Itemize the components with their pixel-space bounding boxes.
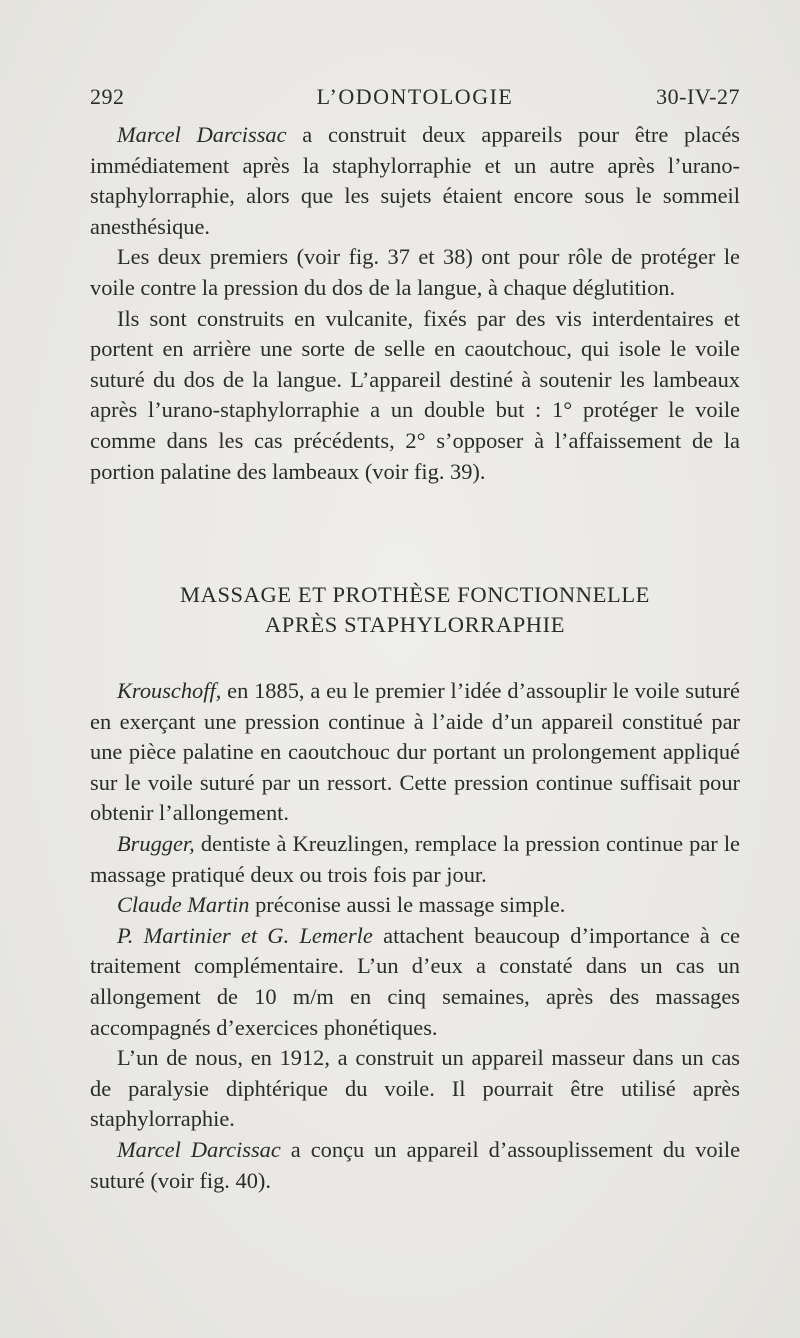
author-name: Marcel Darcissac	[117, 1136, 281, 1162]
paragraph	[90, 829, 740, 890]
paragraph-text: préconise aussi le massage simple.	[249, 892, 566, 918]
paragraph	[90, 1135, 740, 1196]
paragraph	[90, 120, 740, 242]
body-text-top	[90, 120, 740, 487]
section-heading-line-1: MASSAGE ET PROTHÈSE FONCTIONNELLE	[179, 582, 651, 607]
paragraph-text: Les deux premiers (voir fig. 37 et 38) ont pour rôle de protéger le voile contre la pression du dos de la langue, à chaque déglutition.	[90, 244, 740, 300]
paragraph	[90, 676, 740, 829]
paragraph-text: dentiste à Kreuzlingen, remplace la pression continue par le massage pratiqué deux ou trois fois par jour.	[90, 830, 740, 887]
paragraph-text: a conçu un appareil d’assouplissement du voile suturé (voir fig. 40).	[90, 1136, 741, 1193]
paragraph-text: L’un de nous, en 1912, a construit un appareil masseur dans un cas de paralysie diphtérique du voile. Il pourrait être utilisé après staphylorraphie.	[90, 1045, 740, 1132]
paragraph-text: attachent beaucoup d’importance à ce traitement complémentaire. L’un d’eux a constaté dans un cas un allongement de 10 m/m en cinq semaines, après des massages accompagnés d’exercices phonétiques.	[90, 922, 741, 1040]
paragraph	[90, 242, 740, 303]
paragraph-text: en 1885, a eu le premier l’idée d’assouplir le voile suturé en exerçant une pression continue à l’aide d’un appareil constitué par une pièce palatine en caoutchouc dur portant un prolongement appliqué sur le voile suturé par un ressort. Cette pression continue suffisait pour obtenir l’allongement.	[90, 678, 740, 826]
author-name: Marcel Darcissac	[117, 122, 287, 147]
paragraph	[90, 1043, 740, 1135]
author-name: Krouschoff,	[117, 678, 222, 703]
running-header	[90, 84, 740, 116]
body-text-bottom	[90, 676, 740, 1196]
section-heading	[90, 580, 740, 640]
paragraph	[90, 890, 740, 921]
section-heading-line-2: APRÈS STAPHYLORRAPHIE	[264, 612, 566, 637]
author-name: Brugger,	[117, 830, 195, 856]
paragraph-text: a construit deux appareils pour être placés immédiatement après la staphylorraphie et un autre après l’urano-staphylorraphie, alors que les sujets étaient encore sous le sommeil anesthésique.	[90, 122, 740, 239]
author-name: Claude Martin	[117, 892, 250, 918]
journal-title: L’ODONTOLOGIE	[316, 84, 514, 109]
paragraph-text: Ils sont construits en vulcanite, fixés par des vis interdentaires et portent en arrière une sorte de selle en caoutchouc, qui isole le voile suturé du dos de la langue. L’appareil destiné à soutenir les lambeaux après l’urano-staphylorraphie a un double but : 1° protéger le voile comme dans les cas précédents, 2° s’opposer à l’affaissement de la portion palatine des lambeaux (voir fig. 39).	[90, 305, 740, 484]
issue-date: 30-IV-27	[656, 84, 740, 109]
page-number: 292	[90, 84, 125, 109]
paragraph	[90, 921, 740, 1043]
paragraph	[90, 304, 740, 488]
author-name: P. Martinier et G. Lemerle	[117, 922, 373, 948]
